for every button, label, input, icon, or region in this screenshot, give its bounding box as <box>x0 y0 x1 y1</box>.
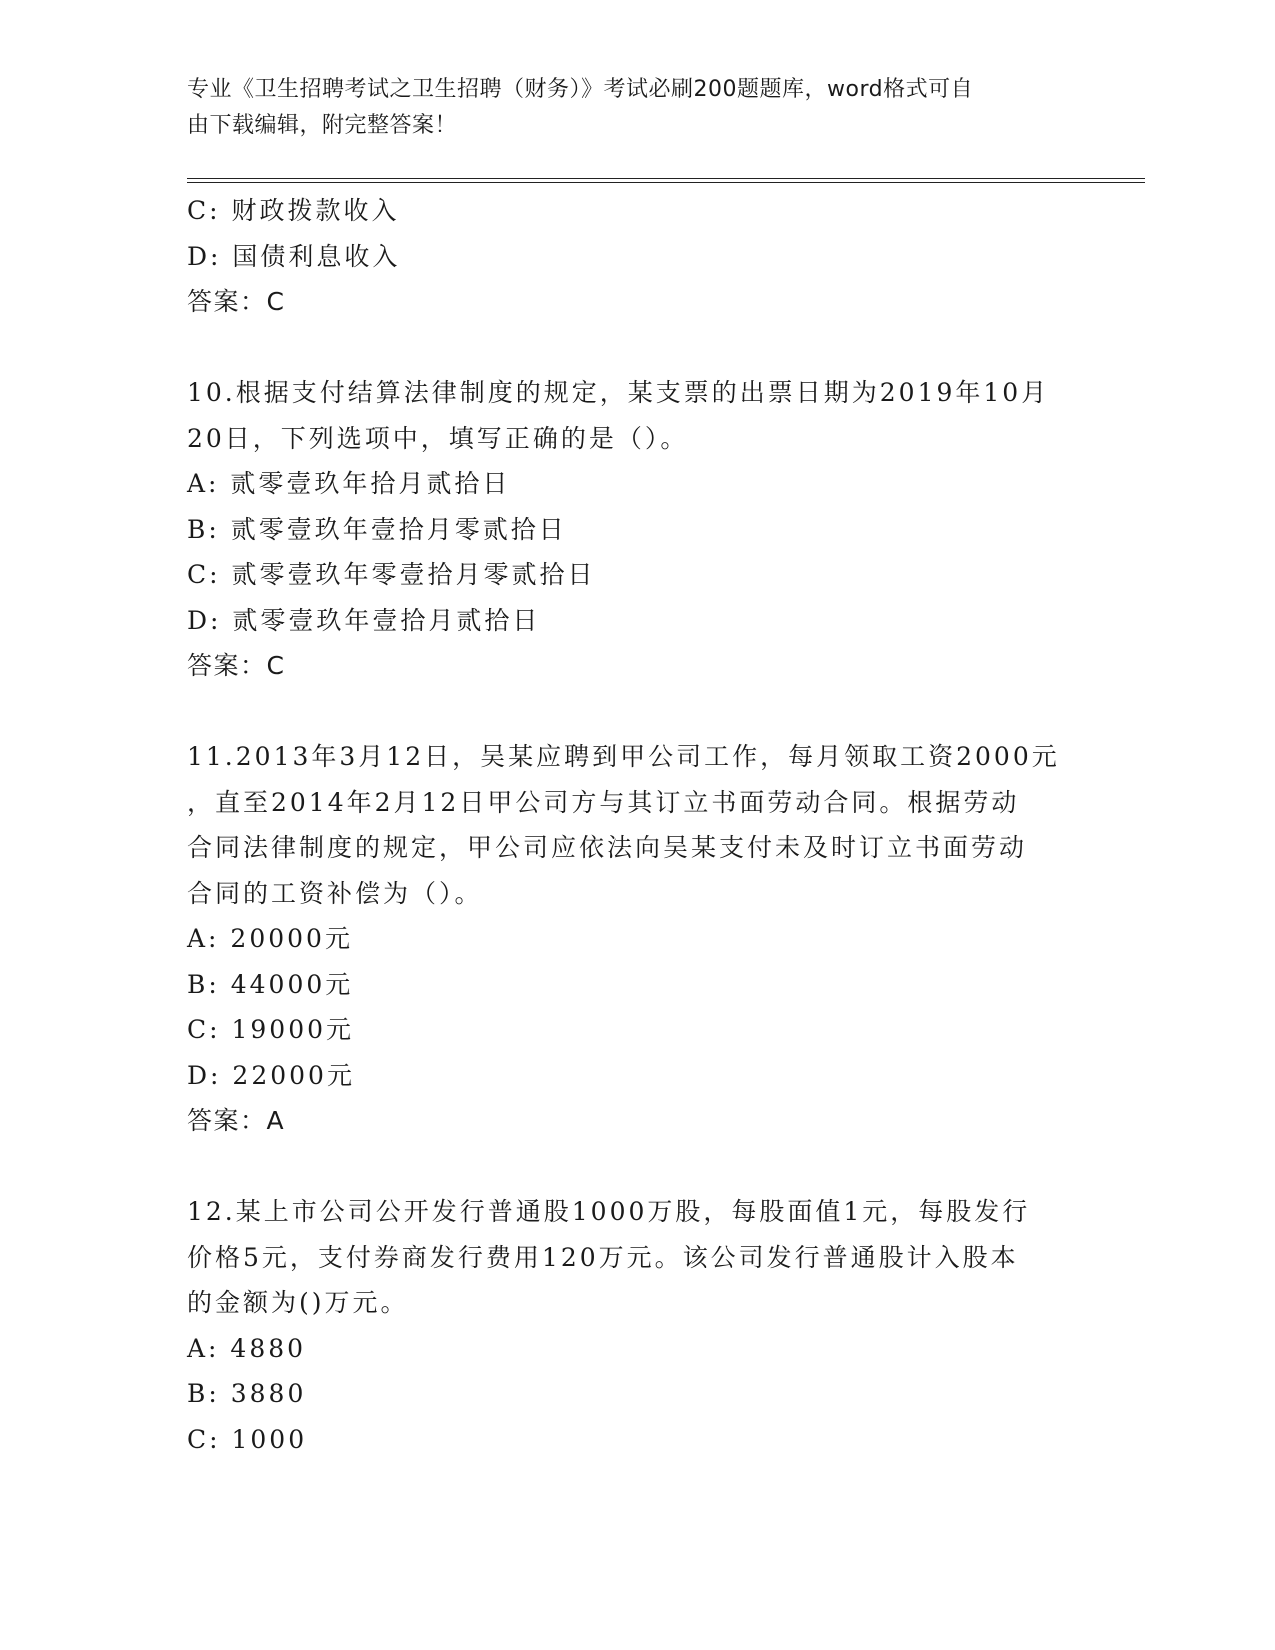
option-d: D: 国债利息收入 <box>187 241 401 271</box>
option-a: A: 4880 <box>187 1333 307 1363</box>
question-10 <box>187 370 1087 689</box>
question-stem-line: 合同的工资补偿为（）。 <box>187 878 483 908</box>
option-b: B: 3880 <box>187 1379 307 1408</box>
answer-line: 答案：C <box>187 651 286 680</box>
option-c: C: 贰零壹玖年零壹拾月零贰拾日 <box>187 560 596 589</box>
question-stem-line: 12.某上市公司公开发行普通股1000万股，每股面值1元，每股发行 <box>187 1197 1031 1226</box>
spacer <box>187 689 1087 735</box>
question-stem-line: 合同法律制度的规定，甲公司应依法向吴某支付未及时订立书面劳动 <box>187 833 1028 862</box>
option-b: B: 44000元 <box>187 969 354 999</box>
header-title-line-1: 专业《卫生招聘考试之卫生招聘（财务）》考试必刷200题题库，word格式可自 <box>187 77 974 102</box>
option-c: C: 1000 <box>187 1424 308 1454</box>
spacer <box>187 325 1087 371</box>
question-stem-line: 的金额为()万元。 <box>187 1288 409 1317</box>
option-a: A: 贰零壹玖年拾月贰拾日 <box>187 469 511 498</box>
answer-line: 答案：C <box>187 287 286 316</box>
header-divider <box>187 178 1145 183</box>
option-d: D: 贰零壹玖年壹拾月贰拾日 <box>187 605 541 635</box>
option-b: B: 贰零壹玖年壹拾月零贰拾日 <box>187 514 567 544</box>
question-stem-line: 10.根据支付结算法律制度的规定，某支票的出票日期为2019年10月 <box>187 378 1050 407</box>
question-11 <box>187 734 1087 1144</box>
question-stem-line: 11.2013年3月12日，吴某应聘到甲公司工作，每月领取工资2000元 <box>187 742 1060 771</box>
option-c: C: 财政拨款收入 <box>187 196 400 225</box>
document-header <box>187 72 1067 144</box>
answer-line: 答案：A <box>187 1106 286 1135</box>
option-a: A: 20000元 <box>187 924 353 953</box>
question-12 <box>187 1189 1087 1462</box>
question-stem-line: 20日，下列选项中，填写正确的是（）。 <box>187 423 689 453</box>
question-stem-line: ，直至2014年2月12日甲公司方与其订立书面劳动合同。根据劳动 <box>187 787 1020 817</box>
question-prev <box>187 188 1087 325</box>
spacer <box>187 1144 1087 1190</box>
question-stem-line: 价格5元，支付券商发行费用120万元。该公司发行普通股计入股本 <box>187 1242 1019 1272</box>
option-d: D: 22000元 <box>187 1060 355 1090</box>
header-title-line-2: 由下载编辑，附完整答案！ <box>187 113 458 138</box>
option-c: C: 19000元 <box>187 1015 355 1044</box>
question-content <box>187 188 1087 1462</box>
